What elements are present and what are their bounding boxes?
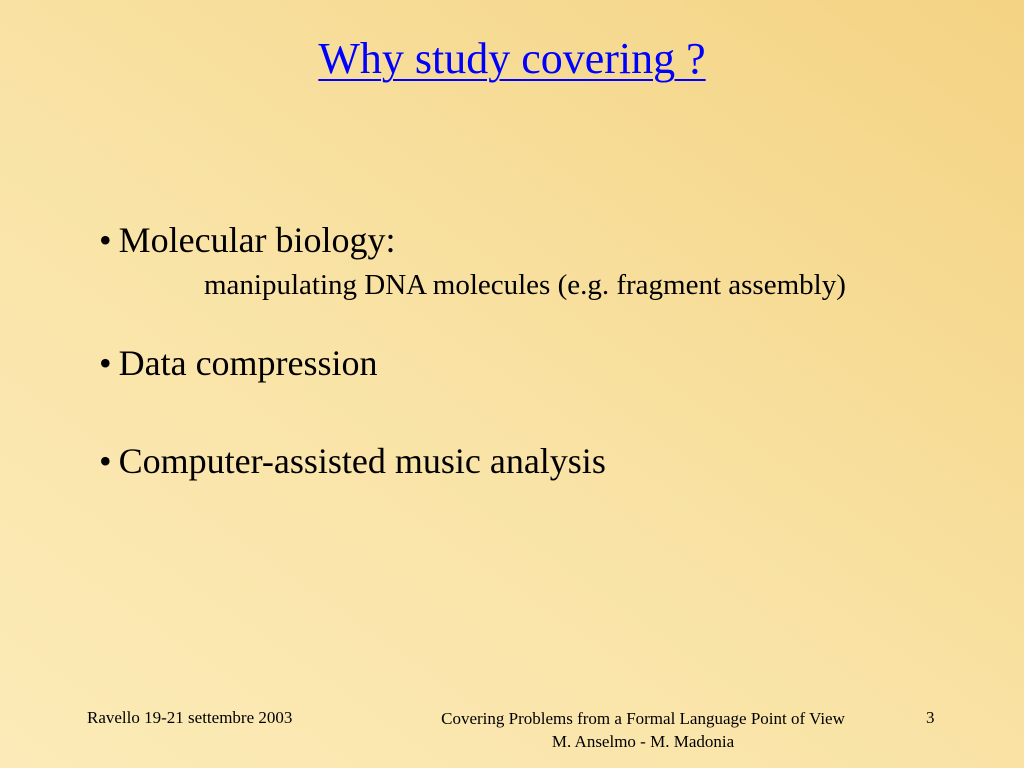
bullet-marker: • xyxy=(99,441,112,481)
sub-bullet-dna: manipulating DNA molecules (e.g. fragment assembly) xyxy=(204,269,846,301)
footer-title-line: Covering Problems from a Formal Language Point of View xyxy=(441,709,845,728)
bullet-text: Data compression xyxy=(118,343,378,383)
footer-title xyxy=(370,707,916,753)
bullet-text: Computer-assisted music analysis xyxy=(118,441,606,481)
bullet-marker: • xyxy=(99,220,112,260)
page-number: 3 xyxy=(926,708,935,727)
bullet-marker: • xyxy=(99,343,112,383)
footer-authors: M. Anselmo - M. Madonia xyxy=(551,732,735,751)
bullet-item-music-analysis xyxy=(99,440,606,482)
slide-title-link[interactable]: Why study covering ? xyxy=(318,34,706,83)
bullet-item-molecular-biology xyxy=(99,219,396,261)
footer-date-location: Ravello 19-21 settembre 2003 xyxy=(87,708,293,727)
bullet-text: Molecular biology: xyxy=(118,220,396,260)
bullet-item-data-compression xyxy=(99,342,378,384)
